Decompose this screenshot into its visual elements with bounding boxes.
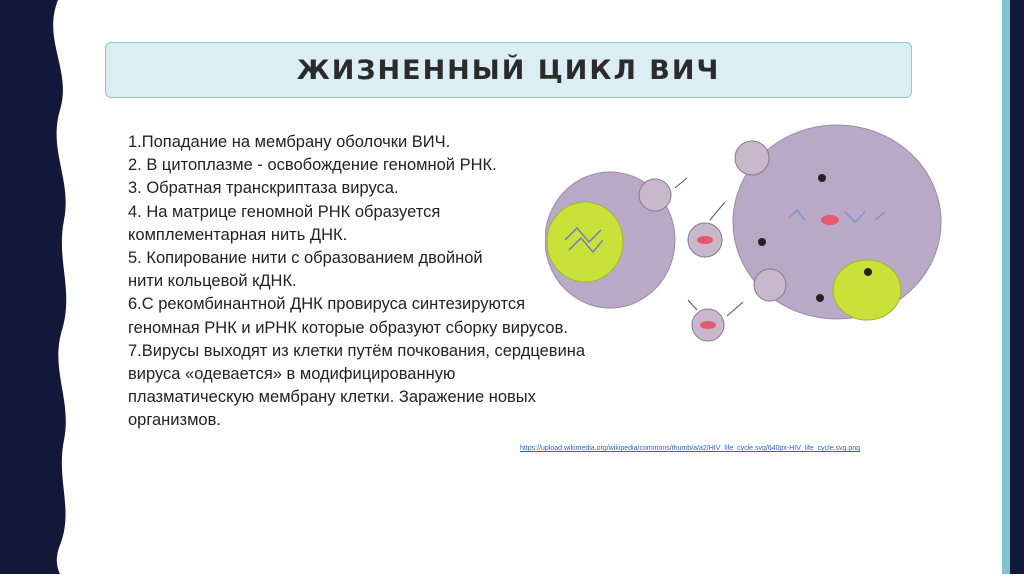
left-decorative-band bbox=[0, 0, 80, 574]
step-4: 4. На матрице геномной РНК образуется комплементарная нить ДНК. bbox=[128, 202, 441, 244]
step-6: 6.С рекомбинантной ДНК провируса синтезируются геномная РНК и иРНК которые образуют сборку вирусов. bbox=[128, 295, 568, 337]
page-title: ЖИЗНЕННЫЙ ЦИКЛ ВИЧ bbox=[296, 54, 721, 86]
step-3: 3. Обратная транскриптаза вируса. bbox=[128, 179, 399, 198]
step-7: 7.Вирусы выходят из клетки путём почкования, сердцевина вируса «одевается» в модифицированную плазматическую мембрану клетки. Заражение новых организмов. bbox=[128, 341, 586, 430]
right-decorative-band bbox=[1002, 0, 1024, 574]
hiv-life-cycle-diagram bbox=[545, 120, 945, 360]
right-teal-stripe bbox=[1002, 0, 1010, 574]
step-1: 1.Попадание на мембрану оболочки ВИЧ. bbox=[128, 133, 451, 151]
step-2: 2. В цитоплазме - освобождение геномной РНК. bbox=[128, 156, 497, 175]
title-box bbox=[105, 42, 912, 98]
step-5: 5. Копирование нити с образованием двойной нити кольцевой кДНК. bbox=[128, 249, 483, 291]
source-link[interactable]: https://upload.wikimedia.org/wikipedia/commons/thumb/a/a2/HIV_life_cycle.svg/640px-HIV_life_cycle.svg.png bbox=[520, 445, 861, 452]
